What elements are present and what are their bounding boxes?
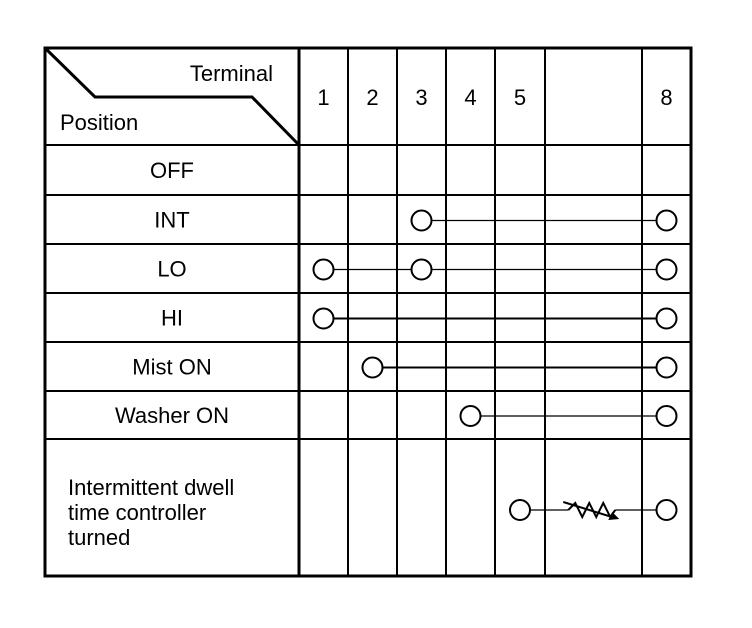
contact-circle (461, 406, 481, 426)
terminal-number: 3 (415, 85, 428, 110)
contact-circle (363, 358, 383, 378)
position-labels (68, 158, 234, 550)
position-label-row: OFF (150, 158, 194, 183)
position-label-row: Intermittent dwell (68, 475, 235, 500)
contact-circle (412, 211, 432, 231)
position-label-row: HI (161, 305, 183, 331)
position-label-row: Mist ON (132, 354, 212, 380)
contact-circle (657, 358, 677, 378)
position-label: Position (60, 110, 139, 135)
contact-circle (314, 260, 334, 280)
terminal-number: 8 (660, 85, 673, 110)
terminal-number: 2 (366, 85, 379, 110)
contact-circle (412, 260, 432, 280)
terminal-number: 4 (464, 85, 477, 110)
position-label-row: turned (68, 525, 131, 550)
contact-circle (657, 211, 677, 231)
position-label-row: INT (154, 207, 190, 233)
contact-circle (657, 500, 677, 520)
contact-circle (510, 500, 530, 520)
terminal-label: Terminal (189, 61, 273, 86)
terminal-number: 1 (317, 85, 330, 110)
position-label-row: Washer ON (114, 403, 230, 428)
terminal-number: 5 (513, 85, 527, 110)
contact-circle (657, 260, 677, 280)
contact-circle (657, 406, 677, 426)
contact-circle (314, 309, 334, 329)
position-label-row: LO (157, 256, 187, 282)
position-label-row: time controller (68, 500, 207, 525)
contact-circle (657, 309, 677, 329)
